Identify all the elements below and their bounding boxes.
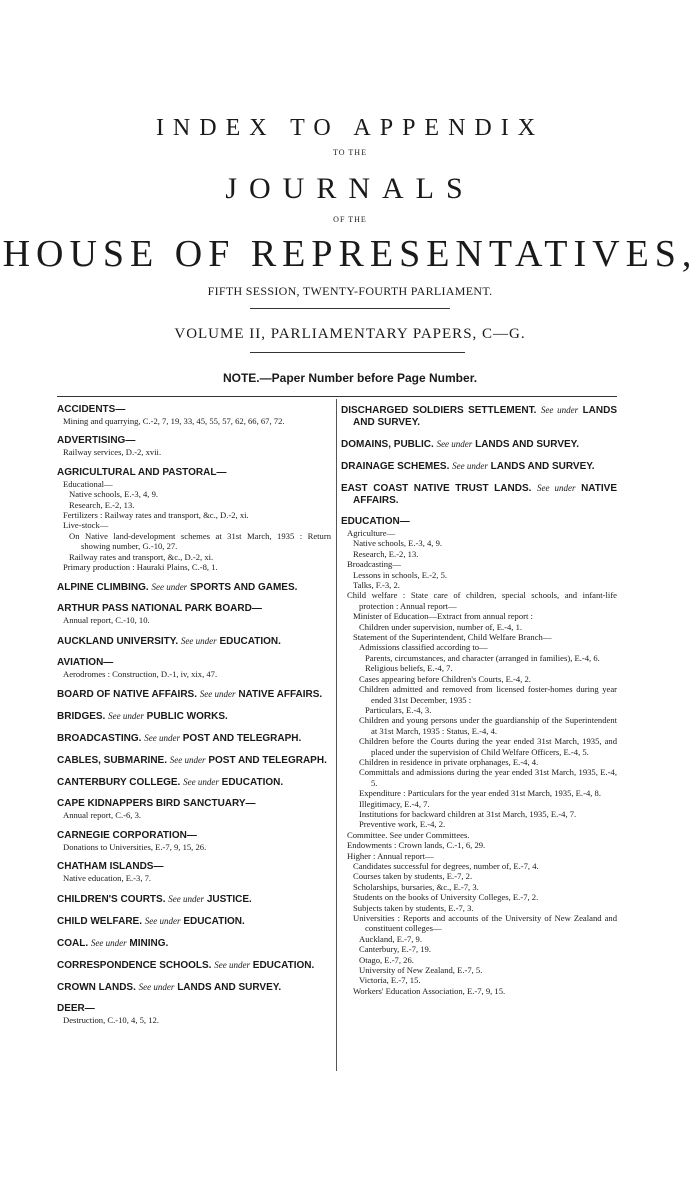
entry-subitem: Higher : Annual report— <box>347 850 434 861</box>
index-entry <box>57 404 331 426</box>
entry-subitem: Preventive work, E.-4, 2. <box>359 819 446 830</box>
index-entry <box>57 603 331 625</box>
entry-heading <box>57 603 331 615</box>
entry-subitem: Native schools, E.-3, 4, 9. <box>69 489 159 500</box>
see-under-label: See under <box>151 582 188 593</box>
entry-heading <box>341 460 617 473</box>
entry-subitem: Lessons in schools, E.-2, 5. <box>353 569 448 580</box>
see-under-label: See under <box>199 689 236 700</box>
entry-subitem: Destruction, C.-10, 4, 5, 12. <box>63 1014 159 1025</box>
see-under-label: See under <box>144 915 181 926</box>
entry-subitem: University of New Zealand, E.-7, 5. <box>359 965 483 976</box>
index-entry <box>341 404 617 429</box>
entry-subitem: Victoria, E.-7, 15. <box>359 975 421 986</box>
index-entry <box>57 1003 331 1025</box>
column-divider <box>336 399 337 1071</box>
entry-heading <box>341 482 617 507</box>
entry-subitem: Admissions classified according to— <box>359 642 488 653</box>
entry-heading <box>57 776 331 789</box>
entry-heading-text: CORRESPONDENCE SCHOOLS. <box>57 959 212 971</box>
cross-reference: LANDS AND SURVEY. <box>490 461 595 472</box>
entry-heading-text: AGRICULTURAL AND PASTORAL— <box>57 466 227 478</box>
entry-heading-text: ADVERTISING— <box>57 435 136 447</box>
cross-reference: EDUCATION. <box>252 959 315 971</box>
entry-heading <box>57 861 331 873</box>
entry-heading-text: CHILDREN'S COURTS. <box>57 893 166 905</box>
divider-rule <box>250 308 450 309</box>
entry-heading-text: COAL. <box>57 937 89 949</box>
entry-heading-text: CAPE KIDNAPPERS BIRD SANCTUARY— <box>57 798 256 810</box>
entry-heading-text: AVIATION— <box>57 656 114 668</box>
entry-heading-text: ARTHUR PASS NATIONAL PARK BOARD— <box>57 603 262 615</box>
entry-subitem: Otago, E.-7, 26. <box>359 954 414 965</box>
entry-heading <box>57 688 331 701</box>
entry-heading-text: CABLES, SUBMARINE. <box>57 755 168 767</box>
title-house-of-representatives: HOUSE OF REPRESENTATIVES, <box>2 233 698 275</box>
index-entry <box>57 861 331 883</box>
entry-subitem: Native education, E.-3, 7. <box>63 873 152 884</box>
entry-heading <box>57 798 331 810</box>
index-entry <box>57 981 331 994</box>
entry-subitem: On Native land-development schemes at 31st March, 1935 : Return showing number, G.-10, 27. <box>69 530 331 552</box>
entry-subitem: Native schools, E.-3, 4, 9. <box>353 538 443 549</box>
index-entry <box>57 732 331 745</box>
entry-heading <box>57 1003 331 1015</box>
cross-reference: EDUCATION. <box>219 635 281 647</box>
entry-subitem: Children admitted and removed from licensed foster-homes during year ended 31st December, 1935 : <box>359 684 617 705</box>
entry-heading <box>341 438 617 451</box>
entry-subitem: Scholarships, bursaries, &c., E.-7, 3. <box>353 881 479 892</box>
index-entry <box>57 776 331 789</box>
entry-subitem: Fertilizers : Railway rates and transport, &c., D.-2, xi. <box>63 510 249 521</box>
see-under-label: See under <box>168 893 205 904</box>
see-under-label: See under <box>452 461 488 471</box>
entry-heading-text: ALPINE CLIMBING. <box>57 582 149 594</box>
entry-subitem: Child welfare : State care of children, special schools, and infant-life protection : Annual report— <box>347 590 617 611</box>
entry-subitem: Institutions for backward children at 31st March, 1935, E.-4, 7. <box>359 808 577 819</box>
cross-reference: LANDS AND SURVEY. <box>353 405 618 428</box>
entry-subitem: Educational— <box>63 478 113 489</box>
cross-reference: LANDS AND SURVEY. <box>177 981 282 993</box>
divider-rule <box>250 352 465 353</box>
index-entry <box>57 798 331 820</box>
entry-subitem: Students on the books of University Colleges, E.-7, 2. <box>353 892 539 903</box>
cross-reference: POST AND TELEGRAPH. <box>208 755 327 767</box>
entry-subitem: Illegitimacy, E.-4, 7. <box>359 798 430 809</box>
see-under-label: See under <box>90 937 127 948</box>
index-entry <box>57 581 331 594</box>
entry-subitem: Committee. See under Committees. <box>347 829 470 840</box>
see-under-label: See under <box>144 733 180 744</box>
entry-subitem: Courses taken by students, E.-7, 2. <box>353 871 473 882</box>
title-index-to-appendix: INDEX TO APPENDIX <box>155 115 545 141</box>
index-entry <box>57 830 331 852</box>
index-entry <box>341 516 617 996</box>
see-under-label: See under <box>138 981 175 992</box>
entry-subitem: Expenditure : Particulars for the year ended 31st March, 1935, E.-4, 8. <box>359 788 601 799</box>
entry-heading-text: ACCIDENTS— <box>57 404 126 415</box>
entry-heading <box>57 830 331 842</box>
index-entry <box>57 754 331 767</box>
entry-subitem: Cases appearing before Children's Courts, E.-4, 2. <box>359 673 531 684</box>
cross-reference: EDUCATION. <box>221 777 284 789</box>
title-of-the: OF THE <box>333 215 367 224</box>
entry-subitem: Parents, circumstances, and character (arranged in families), E.-4, 6. <box>365 652 600 663</box>
entry-subitem: Canterbury, E.-7, 19. <box>359 944 431 955</box>
entry-subitem: Religious beliefs, E.-4, 7. <box>365 663 453 674</box>
entry-heading-text: DEER— <box>57 1002 95 1014</box>
entry-subitem: Children and young persons under the guardianship of the Superintendent at 31st March, 1935 : Status, E.-4, 4. <box>359 715 617 736</box>
index-column-right <box>341 404 617 1005</box>
entry-subitem: Annual report, C.-6, 3. <box>63 810 142 821</box>
entry-subitem: Railway services, D.-2, xvii. <box>63 447 162 458</box>
entry-subitem: Subjects taken by students, E.-7, 3. <box>353 902 474 913</box>
entry-heading-text: CANTERBURY COLLEGE. <box>57 777 181 789</box>
entry-heading-text: CROWN LANDS. <box>57 981 136 993</box>
entry-subitem: Endowments : Crown lands, C.-1, 6, 29. <box>347 840 486 851</box>
entry-subitem: Mining and quarrying, C.-2, 7, 19, 33, 45, 55, 57, 62, 66, 67, 72. <box>63 416 285 426</box>
cross-reference: LANDS AND SURVEY. <box>475 439 579 450</box>
entry-heading <box>57 959 331 972</box>
cross-reference: PUBLIC WORKS. <box>146 711 228 723</box>
cross-reference: SPORTS AND GAMES. <box>189 582 298 594</box>
entry-heading <box>57 581 331 594</box>
entry-heading-text: DISCHARGED SOLDIERS SETTLEMENT. <box>341 405 537 416</box>
index-entry <box>57 893 331 906</box>
entry-heading <box>57 937 331 950</box>
entry-subitem: Live-stock— <box>63 520 109 531</box>
title-journals: JOURNALS <box>225 172 475 205</box>
index-column-left <box>57 404 331 1034</box>
entry-subitem: Annual report, C.-10, 10. <box>63 615 150 626</box>
entry-subitem: Children before the Courts during the year ended 31st March, 1935, and placed under the supervision of Child Welfare Officers, E.-4, 5. <box>359 736 617 757</box>
entry-subitem: Donations to Universities, E.-7, 9, 15, 26. <box>63 841 207 852</box>
entry-heading-text: CHILD WELFARE. <box>57 915 142 927</box>
entry-subitem: Railway rates and transport, &c., D.-2, xi. <box>69 551 214 562</box>
entry-subitem: Particulars, E.-4, 3. <box>365 704 432 715</box>
entry-heading-text: BROADCASTING. <box>57 733 142 745</box>
see-under-label: See under <box>214 959 250 970</box>
entry-heading <box>57 657 331 669</box>
index-entry <box>57 467 331 573</box>
index-entry <box>57 710 331 723</box>
entry-subitem: Committals and admissions during the year ended 31st March, 1935, E.-4, 5. <box>359 767 617 788</box>
entry-heading <box>341 404 617 429</box>
entry-subitem: Children under supervision, number of, E.-4, 1. <box>359 621 523 632</box>
entry-subitem: Agriculture— <box>347 528 396 538</box>
entry-heading <box>57 435 331 447</box>
entry-subitem: Workers' Education Association, E.-7, 9, 15. <box>353 985 506 996</box>
entry-heading <box>57 732 331 745</box>
entry-heading <box>57 754 331 767</box>
entry-heading-text: EDUCATION— <box>341 516 410 527</box>
see-under-label: See under <box>540 405 579 415</box>
cross-reference: JUSTICE. <box>206 893 252 905</box>
index-entry <box>341 438 617 451</box>
cross-reference: NATIVE AFFAIRS. <box>238 689 323 701</box>
entry-heading <box>57 404 331 416</box>
entry-subitem: Aerodromes : Construction, D.-1, iv, xix, 47. <box>63 668 218 679</box>
see-under-label: See under <box>180 635 217 646</box>
index-entry <box>57 435 331 457</box>
entry-subitem: Broadcasting— <box>347 559 401 570</box>
entry-subitem: Research, E.-2, 13. <box>69 499 135 510</box>
entry-subitem: Auckland, E.-7, 9. <box>359 933 423 944</box>
index-entry <box>57 959 331 972</box>
entry-heading <box>57 635 331 648</box>
title-to-the: TO THE <box>333 148 367 157</box>
entry-heading-text: CHATHAM ISLANDS— <box>57 861 164 873</box>
entry-subitem: Talks, F.-3, 2. <box>353 580 400 591</box>
see-under-label: See under <box>536 483 576 493</box>
index-entry <box>57 937 331 950</box>
entry-heading-text: CARNEGIE CORPORATION— <box>57 829 197 841</box>
entry-heading <box>57 710 331 723</box>
index-entry <box>341 482 617 507</box>
see-under-label: See under <box>108 711 144 722</box>
note-line: NOTE.—Paper Number before Page Number. <box>222 371 478 385</box>
cross-reference: MINING. <box>129 937 169 949</box>
see-under-label: See under <box>436 439 473 449</box>
entry-heading-text: BRIDGES. <box>57 711 106 723</box>
entry-heading-text: BOARD OF NATIVE AFFAIRS. <box>57 689 197 701</box>
entry-subitem: Statement of the Superintendent, Child Welfare Branch— <box>353 632 552 643</box>
volume-title: VOLUME II, PARLIAMENTARY PAPERS, C—G. <box>174 326 526 342</box>
cross-reference: EDUCATION. <box>183 915 245 927</box>
entry-heading <box>57 915 331 928</box>
cross-reference: NATIVE AFFAIRS. <box>353 483 617 506</box>
entry-heading <box>57 467 331 479</box>
entry-heading-text: DRAINAGE SCHEMES. <box>341 461 450 472</box>
index-entry <box>57 915 331 928</box>
entry-subitem: Universities : Reports and accounts of the University of New Zealand and constituent colleges— <box>353 913 617 934</box>
entry-heading-text: DOMAINS, PUBLIC. <box>341 439 434 450</box>
entry-subitem: Primary production : Hauraki Plains, C.-8, 1. <box>63 562 218 573</box>
divider-rule <box>57 396 617 397</box>
index-entry <box>341 460 617 473</box>
see-under-label: See under <box>183 777 219 788</box>
index-entry <box>57 635 331 648</box>
session-subtitle: FIFTH SESSION, TWENTY-FOURTH PARLIAMENT. <box>207 284 493 298</box>
entry-heading-text: EAST COAST NATIVE TRUST LANDS. <box>341 483 532 494</box>
entry-heading <box>57 981 331 994</box>
entry-heading <box>57 893 331 906</box>
cross-reference: POST AND TELEGRAPH. <box>182 733 302 745</box>
see-under-label: See under <box>169 755 206 766</box>
index-entry <box>57 657 331 679</box>
index-entry <box>57 688 331 701</box>
entry-subitem: Research, E.-2, 13. <box>353 548 419 559</box>
entry-subitem: Children in residence in private orphanages, E.-4, 4. <box>359 756 539 767</box>
entry-heading <box>341 516 617 528</box>
entry-heading-text: AUCKLAND UNIVERSITY. <box>57 635 179 647</box>
entry-subitem: Minister of Education—Extract from annual report : <box>353 611 533 622</box>
entry-subitem: Candidates successful for degrees, number of, E.-7, 4. <box>353 861 539 871</box>
